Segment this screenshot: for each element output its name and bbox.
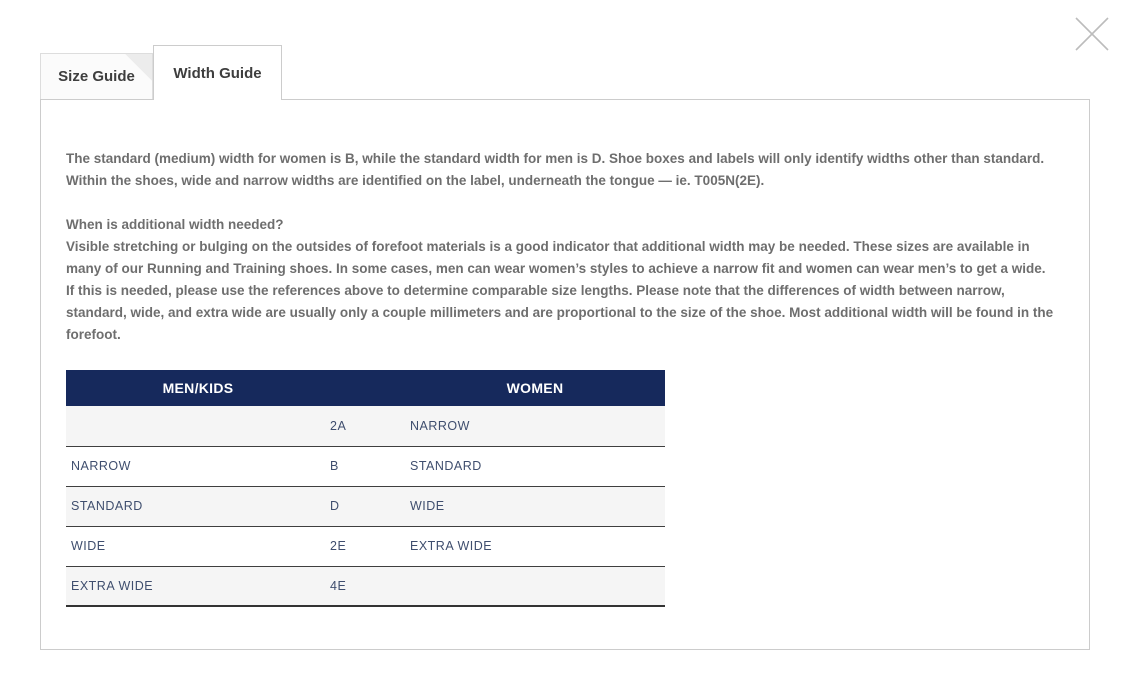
men-label-cell: EXTRA WIDE — [71, 578, 154, 593]
table-row — [66, 566, 665, 606]
men-label-cell: STANDARD — [71, 499, 143, 513]
code-cell: 4E — [330, 578, 347, 593]
table-row — [66, 406, 665, 446]
code-cell: 2A — [330, 418, 347, 433]
table-row — [66, 526, 665, 566]
close-icon — [1072, 14, 1112, 54]
men-label-cell: NARROW — [71, 459, 131, 473]
women-label-cell: NARROW — [410, 418, 470, 433]
table-row — [66, 446, 665, 486]
intro-paragraph: The standard (medium) width for women is B, while the standard width for men is D. Shoe boxes and labels will only identify widths other than standard. Within the shoes, wide and narrow widths are identified on the label, underneath the tongue — ie. T005N(2E). — [66, 151, 1045, 188]
women-label-cell: WIDE — [410, 499, 445, 513]
tab-width-guide-label: Width Guide — [173, 64, 262, 82]
width-comparison-table — [66, 370, 665, 607]
women-label-cell: EXTRA WIDE — [410, 539, 493, 553]
tab-width-guide[interactable] — [153, 45, 282, 100]
header-women: WOMEN — [405, 370, 665, 406]
women-label-cell: STANDARD — [410, 459, 482, 473]
code-cell: B — [330, 459, 339, 473]
answer-paragraph: Visible stretching or bulging on the outsides of forefoot materials is a good indicator that additional width may be needed. These sizes are available in many of our Running and Training shoes. In some cases, men can wear women’s styles to achieve a narrow fit and women can wear men’s to get a wide. If this is needed, please use the references above to determine comparable size lengths. Please note that the differences of width between narrow, standard, wide, and extra wide are usually only a couple millimeters and are proportional to the size of the shoe. Most additional width will be found in the forefoot. — [66, 239, 1054, 342]
code-cell: 2E — [330, 539, 347, 553]
close-button[interactable] — [1072, 14, 1112, 54]
width-guide-panel — [40, 99, 1090, 650]
table-header-row — [66, 370, 665, 406]
header-men-kids: MEN/KIDS — [66, 370, 330, 406]
tab-size-guide-label: Size Guide — [58, 68, 135, 85]
men-label-cell — [66, 406, 330, 446]
women-label-cell — [405, 566, 665, 606]
question-heading: When is additional width needed? — [66, 217, 284, 232]
tab-bar — [40, 45, 282, 100]
tab-size-guide[interactable] — [40, 53, 153, 99]
men-label-cell: WIDE — [71, 539, 106, 553]
code-cell: D — [330, 499, 340, 513]
header-code — [330, 370, 405, 406]
table-row — [66, 486, 665, 526]
